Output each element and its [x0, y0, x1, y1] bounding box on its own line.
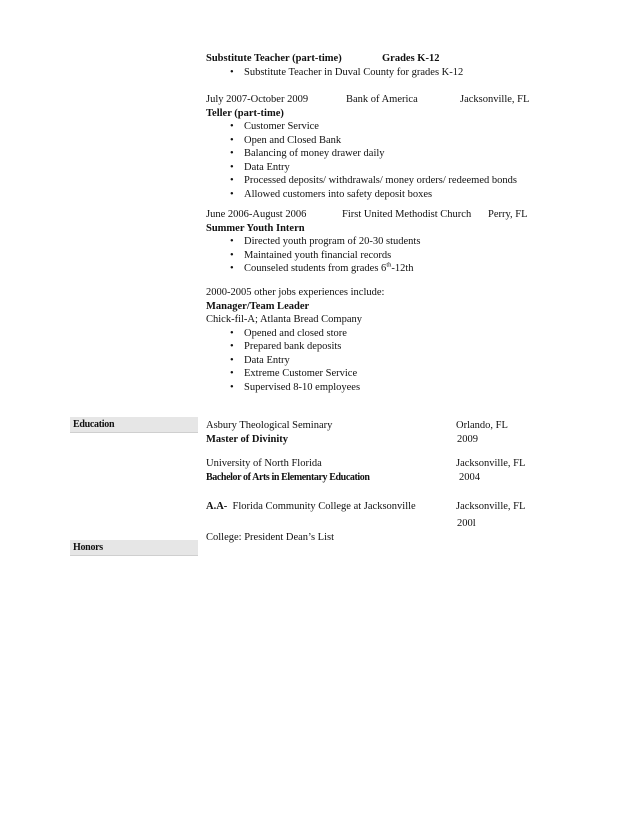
edu-aa-location: Jacksonville, FL	[456, 501, 526, 512]
edu-unf-location: Jacksonville, FL	[456, 458, 526, 469]
honors-item: College: President Dean’s List	[206, 532, 335, 543]
list-item: • Supervised 8-10 employees	[230, 381, 361, 393]
bullet-icon: •	[230, 121, 234, 132]
job-bank-of-america	[206, 93, 536, 202]
bullet-icon: •	[230, 263, 234, 275]
edu-aa-school: Florida Community College at Jacksonville	[232, 501, 416, 512]
job-other-experiences	[206, 286, 536, 394]
bullet-list	[206, 235, 536, 276]
list-item: • Allowed customers into safety deposit boxes	[230, 188, 433, 200]
job-intro: 2000-2005 other jobs experiences include:	[206, 287, 385, 298]
edu-unf-year: 2004	[459, 472, 480, 483]
list-item: • Opened and closed store	[230, 327, 347, 339]
bullet-icon: •	[230, 327, 234, 339]
job-first-united-methodist	[206, 208, 536, 276]
bullet-icon: •	[230, 66, 234, 78]
list-item: • Customer Service	[230, 121, 319, 132]
list-item: • Substitute Teacher in Duval County for grades K-12	[230, 66, 464, 78]
bullet-list	[206, 327, 536, 395]
honors-section-label: Honors	[70, 540, 198, 556]
job-title: Manager/Team Leader	[206, 300, 310, 312]
list-item: • Balancing of money drawer daily	[230, 148, 385, 160]
edu-unf-degree: Bachelor of Arts in Elementary Education	[206, 472, 370, 483]
bullet-icon: •	[230, 236, 234, 247]
job-employer: First United Methodist Church	[342, 209, 472, 220]
job-employers: Chick-fil-A; Atlanta Bread Company	[206, 314, 363, 325]
edu-aa-degree: A.A-	[206, 501, 228, 512]
edu-aa-line	[206, 500, 416, 514]
bullet-icon: •	[230, 188, 234, 200]
job-location: Perry, FL	[488, 209, 528, 220]
job-location: Jacksonville, FL	[460, 94, 530, 105]
bullet-icon: •	[230, 134, 234, 146]
edu-aa-year: 200l	[457, 518, 476, 529]
list-item: • Open and Closed Bank	[230, 134, 342, 146]
bullet-list	[206, 66, 536, 80]
edu-asbury-school: Asbury Theological Seminary	[206, 420, 333, 431]
job-dates: July 2007-October 2009	[206, 94, 309, 105]
list-item: • Directed youth program of 20-30 students	[230, 236, 421, 247]
education-section-label: Education	[70, 417, 198, 433]
list-item: • Data Entry	[230, 354, 290, 366]
list-item: • Processed deposits/ withdrawals/ money orders/ redeemed bonds	[230, 175, 517, 187]
bullet-icon: •	[230, 161, 234, 173]
bullet-icon: •	[230, 368, 234, 380]
edu-unf-school: University of North Florida	[206, 458, 322, 469]
job-title: Summer Youth Intern	[206, 222, 305, 234]
job-substitute-teacher	[206, 52, 536, 79]
list-item: • Maintained youth financial records	[230, 249, 392, 261]
list-item: • Extreme Customer Service	[230, 368, 358, 380]
bullet-icon: •	[230, 381, 234, 393]
bullet-list	[206, 120, 536, 202]
job-title: Teller (part-time)	[206, 107, 284, 119]
bullet-icon: •	[230, 341, 234, 353]
bullet-icon: •	[230, 148, 234, 160]
list-item: • Data Entry	[230, 161, 290, 173]
list-item: • Prepared bank deposits	[230, 341, 342, 353]
list-item: • Counseled students from grades 6th-12th	[230, 261, 414, 275]
job-title: Substitute Teacher (part-time)	[206, 53, 342, 64]
job-grades: Grades K-12	[382, 53, 440, 64]
job-employer: Bank of America	[346, 94, 418, 105]
bullet-icon: •	[230, 249, 234, 261]
bullet-icon: •	[230, 175, 234, 187]
edu-asbury-year: 2009	[457, 434, 478, 445]
edu-asbury-degree: Master of Divinity	[206, 434, 289, 445]
job-dates: June 2006-August 2006	[206, 209, 307, 220]
edu-asbury-location: Orlando, FL	[456, 420, 508, 431]
bullet-icon: •	[230, 354, 234, 366]
